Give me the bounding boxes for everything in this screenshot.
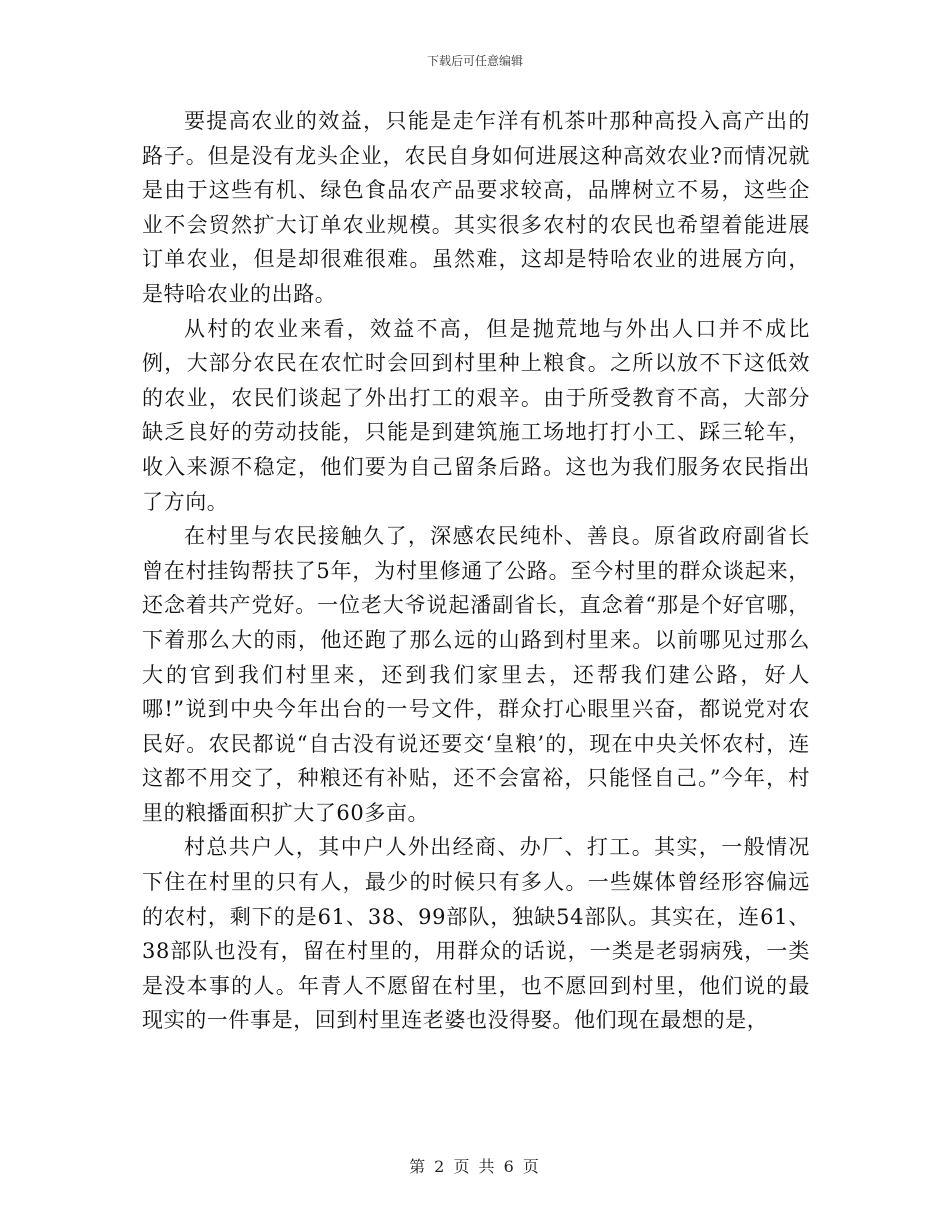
page-header: 下载后可任意编辑 (426, 54, 523, 68)
paragraph-2: 从村的农业来看，效益不高，但是抛荒地与外出人口并不成比例，大部分农民在农忙时会回到村里种上粮食。之所以放不下这低效的农业，农民们谈起了外出打工的艰辛。由于所受教育不高，大部分缺乏良好的劳动技能，只能是到建筑施工场地打打小工、踩三轮车，收入来源不稳定，他们要为自己留条后路。这也为我们服务农民指出了方向。 (142, 316, 810, 514)
page-number-footer: 第 2 页 共 6 页 (409, 1157, 541, 1176)
paragraph-3: 在村里与农民接触久了，深感农民纯朴、善良。原省政府副省长曾在村挂钩帮扶了5年，为村里修通了公路。至今村里的群众谈起来，还念着共产党好。一位老大爷说起潘副省长，直念着“那是个好官哪，下着那么大的雨，他还跑了那么远的山路到村里来。以前哪见过那么大的官到我们村里来，还到我们家里去，还帮我们建公路，好人哪!”说到中央今年出台的一号文件，群众打心眼里兴奋，都说党对农民好。农民都说“自古没有说还要交‘皇粮’的，现在中央关怀农村，连这都不用交了，种粮还有补贴，还不会富裕，只能怪自己。”今年，村里的粮播面积扩大了60多亩。 (142, 524, 810, 825)
document-body (142, 104, 810, 1038)
paragraph-1: 要提高农业的效益，只能是走乍洋有机茶叶那种高投入高产出的路子。但是没有龙头企业，农民自身如何进展这种高效农业?而情况就是由于这些有机、绿色食品农产品要求较高，品牌树立不易，这些企业不会贸然扩大订单农业规模。其实很多农村的农民也希望着能进展订单农业，但是却很难很难。虽然难，这却是特哈农业的进展方向，是特哈农业的出路。 (142, 109, 810, 306)
paragraph-4: 村总共户人，其中户人外出经商、办厂、打工。其实，一般情况下住在村里的只有人，最少的时候只有多人。一些媒体曾经形容偏远的农村，剩下的是61、38、99部队，独缺54部队。其实在，连61、38部队也没有，留在村里的，用群众的话说，一类是老弱病残，一类是没本事的人。年青人不愿留在村里，也不愿回到村里，他们说的最现实的一件事是，回到村里连老婆也没得娶。他们现在最想的是， (142, 835, 810, 1033)
